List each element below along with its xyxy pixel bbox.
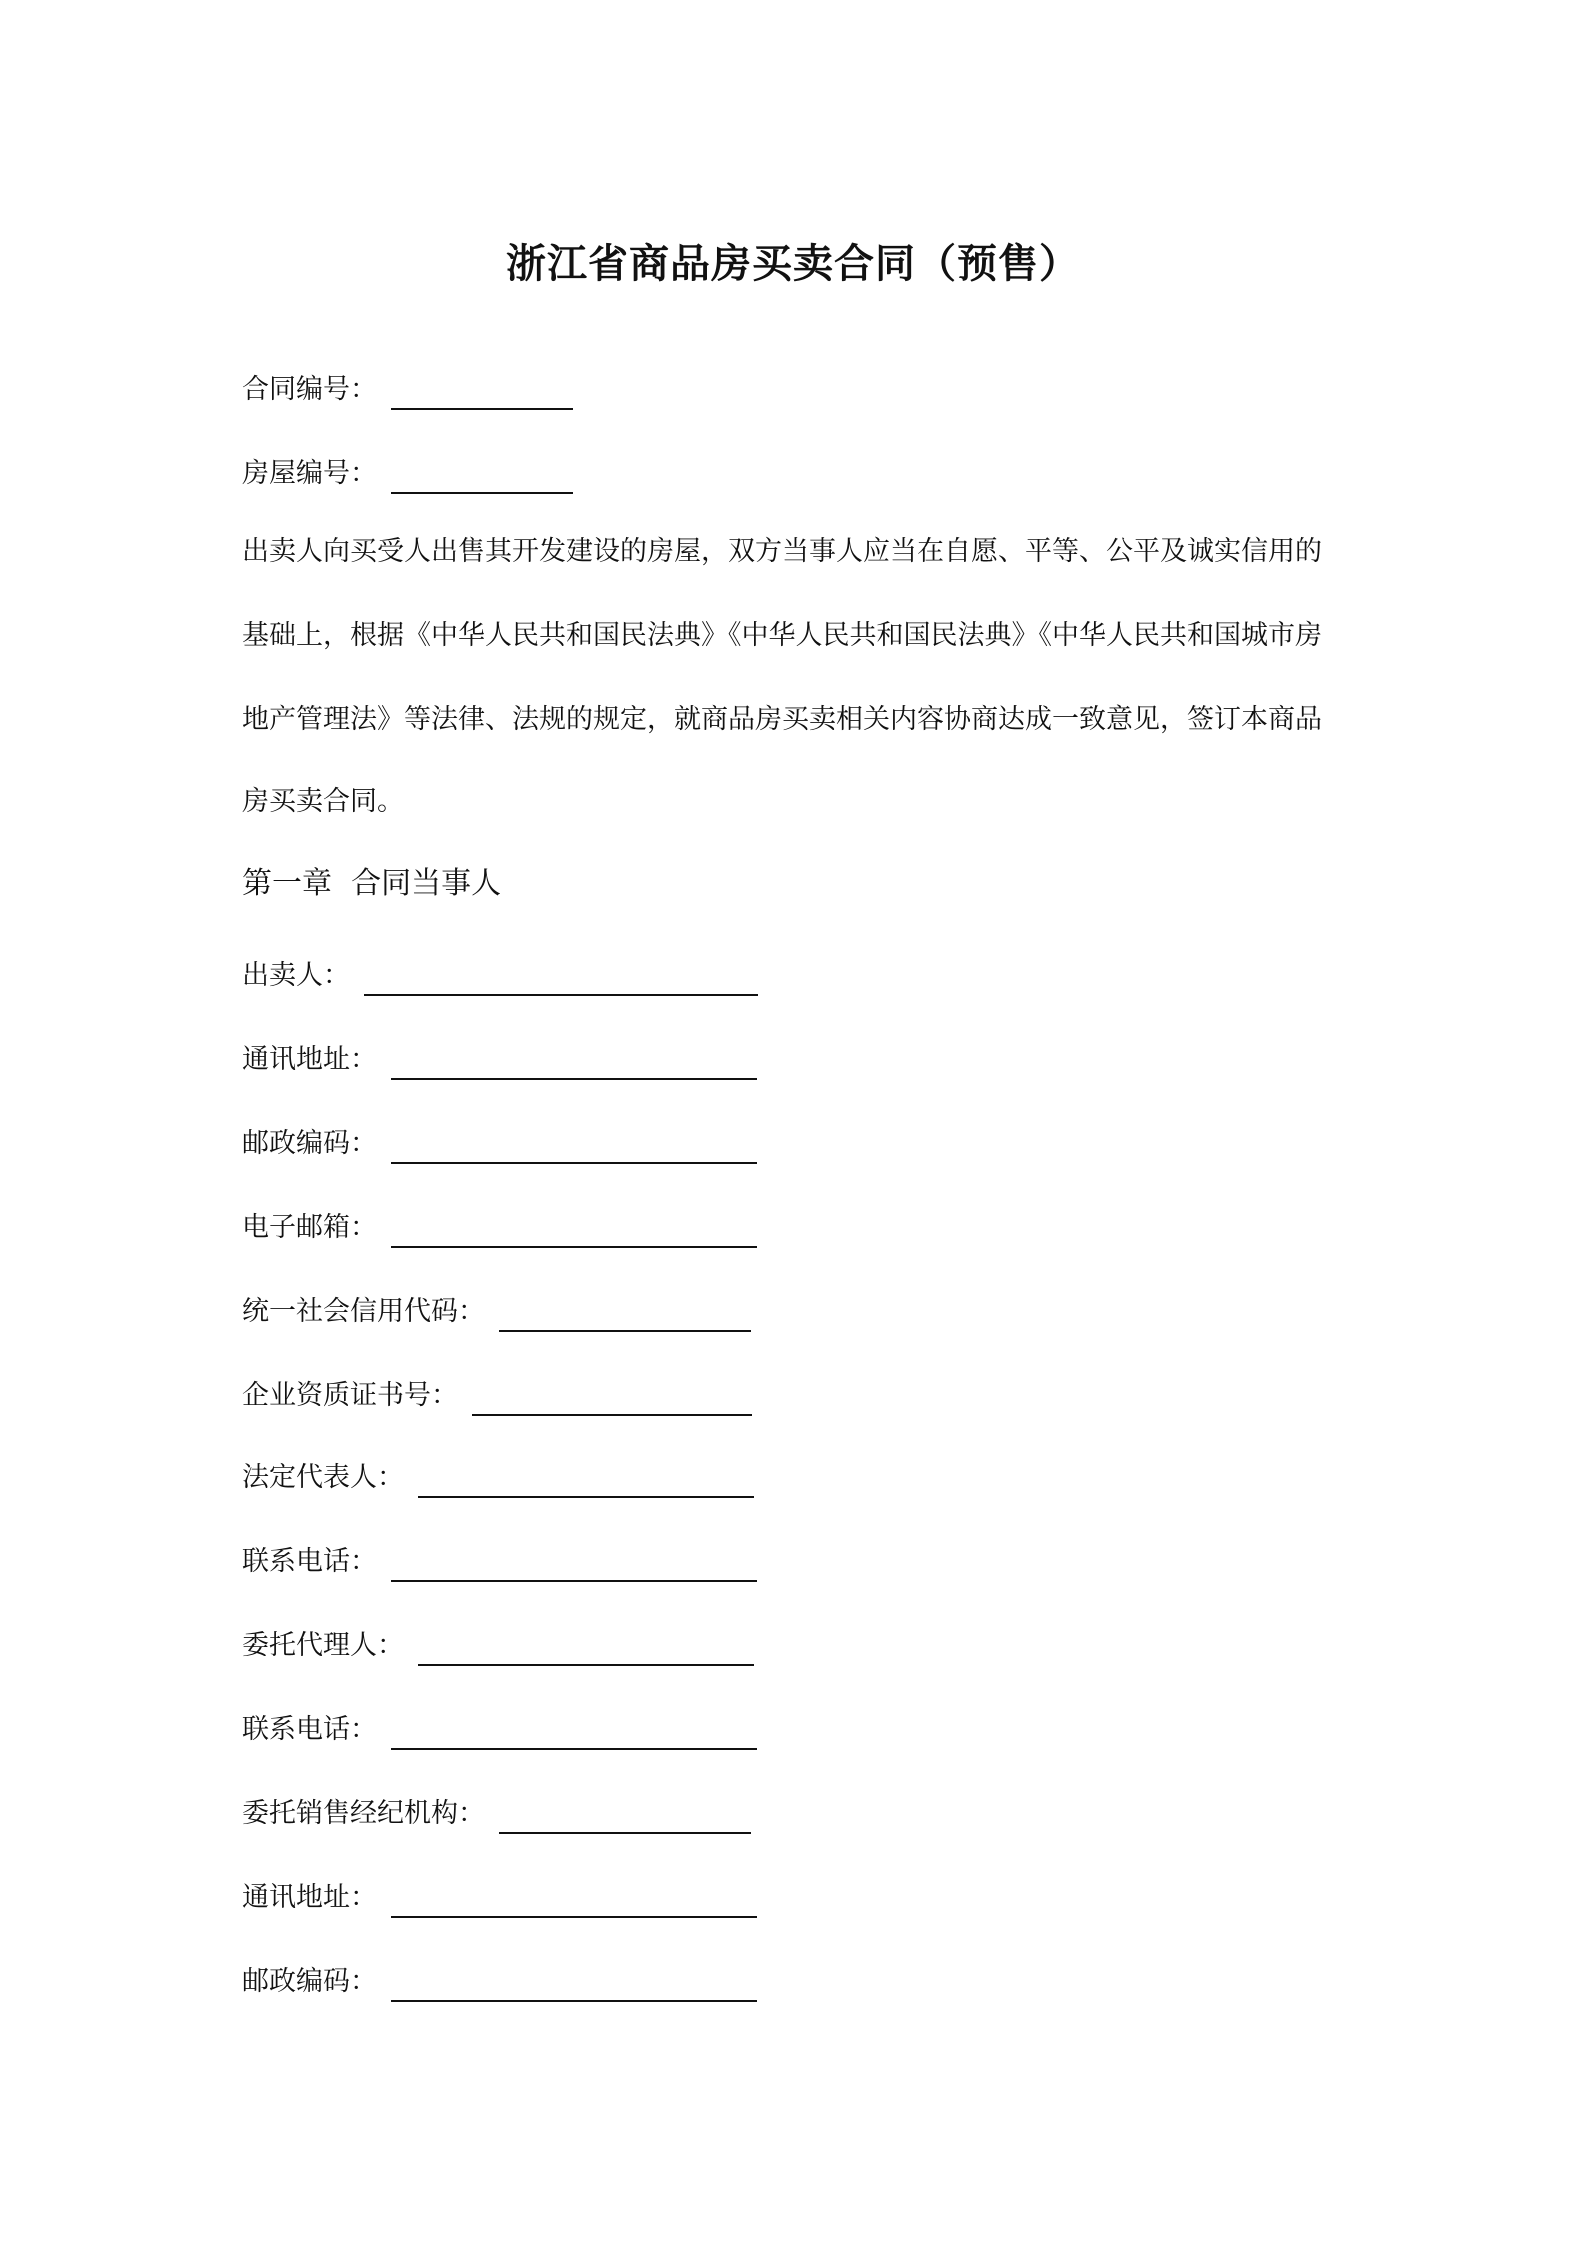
address-blank[interactable] <box>391 1040 757 1080</box>
agent-phone-label: 联系电话： <box>242 1714 377 1745</box>
postcode-blank[interactable] <box>391 1124 757 1164</box>
qualification-cert-field <box>242 1366 752 1416</box>
phone-field <box>242 1532 757 1582</box>
agency-postcode-label: 邮政编码： <box>242 1966 377 1997</box>
email-field <box>242 1198 757 1248</box>
agent-phone-blank[interactable] <box>391 1710 757 1750</box>
credit-code-blank[interactable] <box>499 1292 751 1332</box>
house-number-label: 房屋编号： <box>242 458 377 489</box>
email-label: 电子邮箱： <box>242 1212 377 1243</box>
document-title: 浙江省商品房买卖合同（预售） <box>506 241 1080 287</box>
preamble-line: 基础上，根据《中华人民共和国民法典》《中华人民共和国民法典》《中华人民共和国城市房 <box>242 620 1322 651</box>
seller-label: 出卖人： <box>242 960 350 991</box>
contract-number-blank[interactable] <box>391 370 573 410</box>
address-field <box>242 1030 757 1080</box>
contract-number-label: 合同编号： <box>242 374 377 405</box>
contract-number-field <box>242 360 573 410</box>
house-number-blank[interactable] <box>391 454 573 494</box>
seller-field <box>242 946 758 996</box>
legal-representative-blank[interactable] <box>418 1458 754 1498</box>
agency-address-field <box>242 1868 757 1918</box>
agency-address-label: 通讯地址： <box>242 1882 377 1913</box>
agent-phone-field <box>242 1700 757 1750</box>
agency-postcode-blank[interactable] <box>391 1962 757 2002</box>
preamble-line: 出卖人向买受人出售其开发建设的房屋，双方当事人应当在自愿、平等、公平及诚实信用的 <box>242 536 1322 567</box>
preamble-line: 地产管理法》等法律、法规的规定，就商品房买卖相关内容协商达成一致意见，签订本商品 <box>242 704 1322 735</box>
qualification-cert-label: 企业资质证书号： <box>242 1380 458 1411</box>
agent-label: 委托代理人： <box>242 1630 404 1661</box>
seller-blank[interactable] <box>364 956 758 996</box>
phone-blank[interactable] <box>391 1542 757 1582</box>
agent-blank[interactable] <box>418 1626 754 1666</box>
preamble-line: 房买卖合同。 <box>242 786 404 817</box>
legal-representative-field <box>242 1448 754 1498</box>
legal-representative-label: 法定代表人： <box>242 1462 404 1493</box>
qualification-cert-blank[interactable] <box>472 1376 752 1416</box>
postcode-label: 邮政编码： <box>242 1128 377 1159</box>
phone-label: 联系电话： <box>242 1546 377 1577</box>
agency-postcode-field <box>242 1952 757 2002</box>
credit-code-field <box>242 1282 751 1332</box>
sales-agency-label: 委托销售经纪机构： <box>242 1798 485 1829</box>
email-blank[interactable] <box>391 1208 757 1248</box>
chapter-heading: 第一章 合同当事人 <box>242 866 502 901</box>
house-number-field <box>242 444 573 494</box>
postcode-field <box>242 1114 757 1164</box>
agency-address-blank[interactable] <box>391 1878 757 1918</box>
sales-agency-field <box>242 1784 751 1834</box>
credit-code-label: 统一社会信用代码： <box>242 1296 485 1327</box>
sales-agency-blank[interactable] <box>499 1794 751 1834</box>
address-label: 通讯地址： <box>242 1044 377 1075</box>
agent-field <box>242 1616 754 1666</box>
